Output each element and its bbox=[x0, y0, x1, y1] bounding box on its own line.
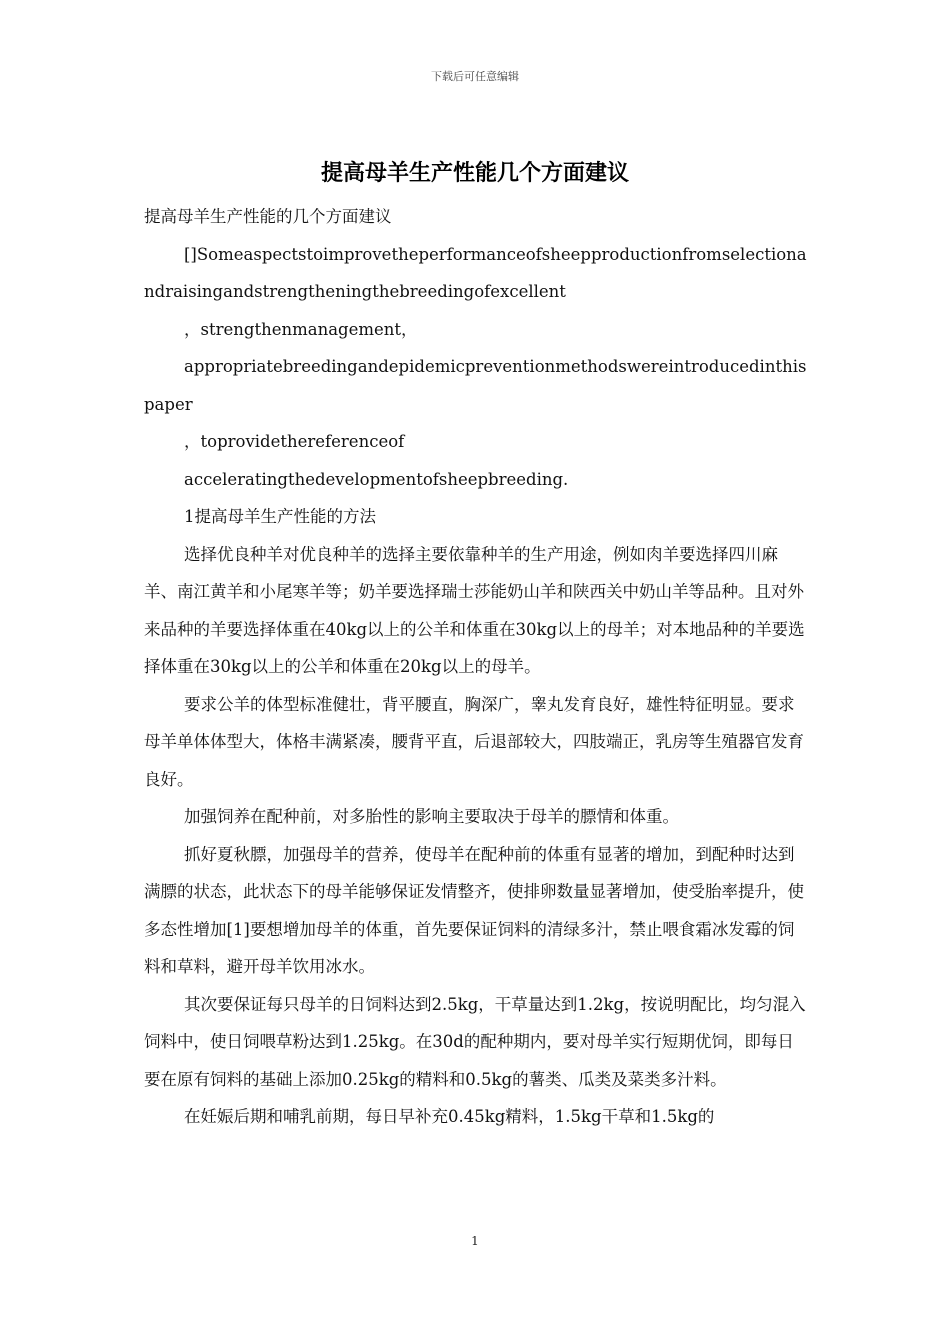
paragraph-abstract-english: ，strengthenmanagement， bbox=[184, 319, 418, 339]
paragraph-abstract-english: []Someaspectstoimprovetheperformanceofsheepproductionfromselectionandraisingandstrengtheningthebreedingofexcellent bbox=[144, 244, 807, 301]
paragraph-abstract-english: acceleratingthedevelopmentofsheepbreeding. bbox=[184, 469, 569, 489]
section-heading: 1提高母羊生产性能的方法 bbox=[184, 507, 376, 526]
paragraph-abstract-english: ，toprovidethereferenceof bbox=[184, 432, 405, 451]
paragraph-subtitle: 提高母羊生产性能的几个方面建议 bbox=[144, 207, 392, 226]
paragraph: 加强饲养在配种前，对多胎性的影响主要取决于母羊的膘情和体重。 bbox=[184, 807, 679, 826]
paragraph: 其次要保证每只母羊的日饲料达到2.5kg，干草量达到1.2kg，按说明配比，均匀混入饲料中，使日饲喂草粉达到1.25kg。在30d的配种期内，要对母羊实行短期优饲，即每日要在原有饲料的基础上添加0.25kg的精料和0.5kg的薯类、瓜类及菜类多汁料。 bbox=[144, 994, 806, 1089]
document-title: 提高母羊生产性能几个方面建议 bbox=[320, 160, 629, 186]
paragraph: 抓好夏秋膘，加强母羊的营养，使母羊在配种前的体重有显著的增加，到配种时达到满膘的状态，此状态下的母羊能够保证发情整齐，使排卵数量显著增加，使受胎率提升，使多态性增加[1]要想增加母羊的体重，首先要保证饲料的清绿多汁，禁止喂食霜冰发霉的饲料和草料，避开母羊饮用冰水。 bbox=[144, 844, 804, 976]
header-note: 下载后可任意编辑 bbox=[431, 70, 519, 83]
paragraph: 要求公羊的体型标准健壮，背平腰直，胸深广，睾丸发育良好，雄性特征明显。要求母羊单体体型大，体格丰满紧凑，腰背平直，后退部较大，四肢端正，乳房等生殖器官发育良好。 bbox=[144, 694, 804, 789]
page-number: 1 bbox=[471, 1234, 479, 1248]
paragraph-abstract-english: appropriatebreedingandepidemicpreventionmethodswereintroducedinthispaper bbox=[144, 357, 807, 414]
document-body bbox=[144, 198, 810, 1136]
paragraph: 选择优良种羊对优良种羊的选择主要依靠种羊的生产用途，例如肉羊要选择四川麻羊、南江黄羊和小尾寒羊等；奶羊要选择瑞士莎能奶山羊和陕西关中奶山羊等品种。且对外来品种的羊要选择体重在40kg以上的公羊和体重在30kg以上的母羊；对本地品种的羊要选择体重在30kg以上的公羊和体重在20kg以上的母羊。 bbox=[144, 544, 805, 676]
paragraph: 在妊娠后期和哺乳前期，每日早补充0.45kg精料，1.5kg干草和1.5kg的 bbox=[184, 1107, 715, 1126]
